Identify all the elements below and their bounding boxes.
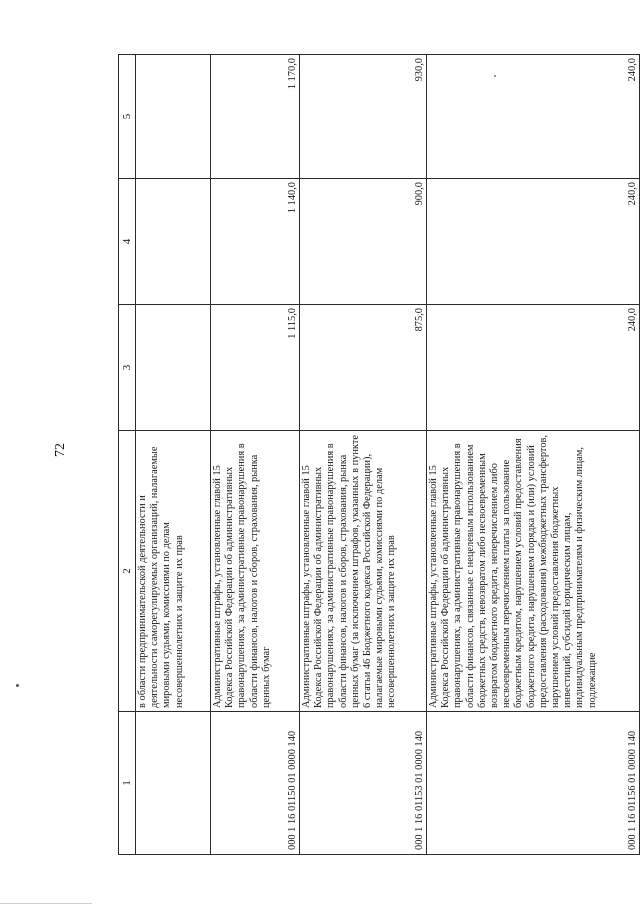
table-row bbox=[427, 55, 640, 855]
col-header-3: 3 bbox=[119, 305, 136, 431]
budget-code: 000 1 16 01156 01 0000 140 bbox=[427, 712, 640, 855]
value-col4: 240,0 bbox=[427, 179, 640, 305]
table-row bbox=[300, 55, 427, 855]
budget-code: 000 1 16 01150 01 0000 140 bbox=[211, 712, 300, 855]
value-col5: 240,0 bbox=[427, 55, 640, 179]
page-number: 72 bbox=[53, 443, 68, 457]
revenue-table bbox=[118, 54, 640, 855]
value-col3: 240,0 bbox=[427, 305, 640, 431]
row-description: в области предпринимательской деятельности и деятельности саморегулируемых организаций, налагаемые мировыми судьями, комиссиями по делам несовершеннолетних и защите их прав bbox=[136, 431, 211, 712]
value-col3 bbox=[136, 305, 211, 431]
scan-edge-line bbox=[0, 903, 92, 904]
row-description: Административные штрафы, установленные главой 15 Кодекса Российской Федерации об административных правонарушениях, за административные правонарушения в области финансов, связанные с нецелевым использованием бюджетных средств, невозвратом либо несвоевременным возвратом бюджетного кредита, неперечислением либо несвоевременным перечислением платы за пользование бюджетным кредитом, нарушением условий предоставления бюджетного кредита, нарушением порядка и (или) условий предоставления (расходования) межбюджетных трансфертов, нарушением условий предоставления бюджетных инвестиций, субсидий юридическим лицам, индивидуальным предпринимателям и физическим лицам, подлежащие bbox=[427, 431, 640, 712]
col-header-2: 2 bbox=[119, 431, 136, 712]
budget-code: 000 1 16 01153 01 0000 140 bbox=[300, 712, 427, 855]
value-col5: 930,0 bbox=[300, 55, 427, 179]
col-header-5: 5 bbox=[119, 55, 136, 179]
row-description: Административные штрафы, установленные главой 15 Кодекса Российской Федерации об административных правонарушениях, за административные правонарушения в области финансов, налогов и сборов, страхования, рынка ценных бумаг (за исключением штрафов, указанных в пункте 6 статьи 46 Бюджетного кодекса Российской Федерации), налагаемые мировыми судьями, комиссиями по делам несовершеннолетних и защите их прав bbox=[300, 431, 427, 712]
value-col3: 875,0 bbox=[300, 305, 427, 431]
value-col5: 1 170,0 bbox=[211, 55, 300, 179]
value-col4: 1 140,0 bbox=[211, 179, 300, 305]
budget-code bbox=[136, 712, 211, 855]
table-row bbox=[211, 55, 300, 855]
table-row bbox=[136, 55, 211, 855]
value-col3: 1 115,0 bbox=[211, 305, 300, 431]
col-header-4: 4 bbox=[119, 179, 136, 305]
value-col4 bbox=[136, 179, 211, 305]
table-header-row bbox=[119, 55, 136, 855]
value-col4: 900,0 bbox=[300, 179, 427, 305]
rotated-table-wrapper bbox=[118, 55, 638, 855]
row-description: Административные штрафы, установленные главой 15 Кодекса Российской Федерации об административных правонарушениях, за административные правонарушения в области финансов, налогов и сборов, страхования, рынка ценных бумаг bbox=[211, 431, 300, 712]
scan-speck bbox=[16, 684, 19, 687]
value-col5 bbox=[136, 55, 211, 179]
col-header-1: 1 bbox=[119, 712, 136, 855]
